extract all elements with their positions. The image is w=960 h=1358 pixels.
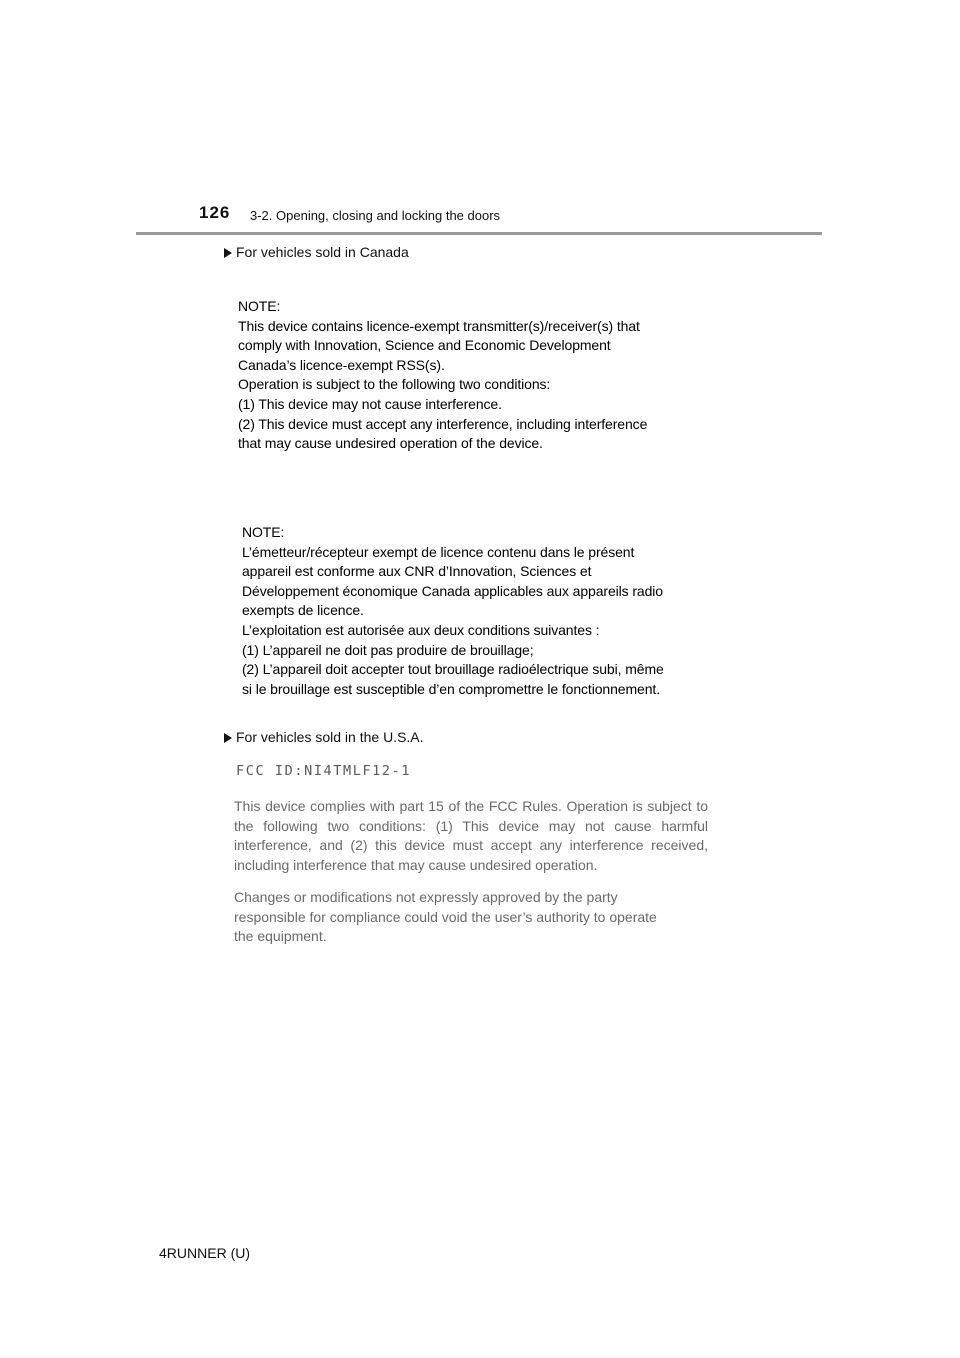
notice-line: (1) L’appareil ne doit pas produire de brouillage; (242, 641, 534, 658)
notice-line: (1) This device may not cause interference. (238, 395, 502, 412)
notice-line: NOTE: (238, 298, 281, 314)
fcc-id: FCC ID:NI4TMLF12-1 (236, 763, 412, 779)
notice-line: NOTE: (242, 524, 285, 540)
notice-line: L’émetteur/récepteur exempt de licence contenu dans le présent (242, 543, 635, 560)
page-number: 126 (199, 203, 231, 222)
fcc-paragraph-line: responsible for compliance could void the user’s authority to operate (234, 908, 657, 925)
usa-heading (224, 729, 424, 745)
notice-line: that may cause undesired operation of the device. (238, 435, 543, 452)
fcc-paragraph-text: This device complies with part 15 of the FCC Rules. Operation is subject to the following two conditions: (1) This device may not cause harmful interference, and (2) this device must accept any interference received, including interference that may cause undesired operation. (234, 798, 708, 873)
notice-line: (2) This device must accept any interference, including interference (238, 415, 648, 432)
triangle-bullet-icon (224, 248, 232, 258)
notice-line: Canada’s licence-exempt RSS(s). (238, 356, 445, 373)
notice-line: appareil est conforme aux CNR d’Innovation, Sciences et (242, 563, 592, 580)
canada-english-notice (238, 297, 647, 454)
notice-line: si le brouillage est susceptible d’en compromettre le fonctionnement. (242, 680, 660, 697)
triangle-bullet-icon (224, 733, 232, 743)
notice-line: Développement économique Canada applicables aux appareils radio (242, 582, 663, 599)
section-title: 3-2. Opening, closing and locking the doors (250, 208, 501, 223)
notice-line: (2) L’appareil doit accepter tout brouillage radioélectrique subi, même (242, 661, 664, 678)
notice-line: exempts de licence. (242, 602, 364, 619)
fcc-paragraph-line: the equipment. (234, 928, 327, 944)
canada-heading-text: For vehicles sold in Canada (236, 244, 409, 260)
notice-line: This device contains licence-exempt transmitter(s)/receiver(s) that (238, 317, 640, 334)
fcc-compliance-paragraph (234, 797, 708, 875)
notice-line: Operation is subject to the following two conditions: (238, 376, 551, 393)
notice-line: L’exploitation est autorisée aux deux conditions suivantes : (242, 621, 600, 638)
canada-heading (224, 244, 409, 260)
usa-heading-text: For vehicles sold in the U.S.A. (236, 729, 424, 745)
header-divider (136, 232, 822, 235)
fcc-modification-paragraph (234, 888, 708, 947)
footer-model-label: 4RUNNER (U) (159, 1245, 250, 1261)
canada-french-notice (242, 523, 664, 699)
notice-line: comply with Innovation, Science and Economic Development (238, 337, 611, 354)
fcc-paragraph-line: Changes or modifications not expressly approved by the party (234, 889, 618, 905)
